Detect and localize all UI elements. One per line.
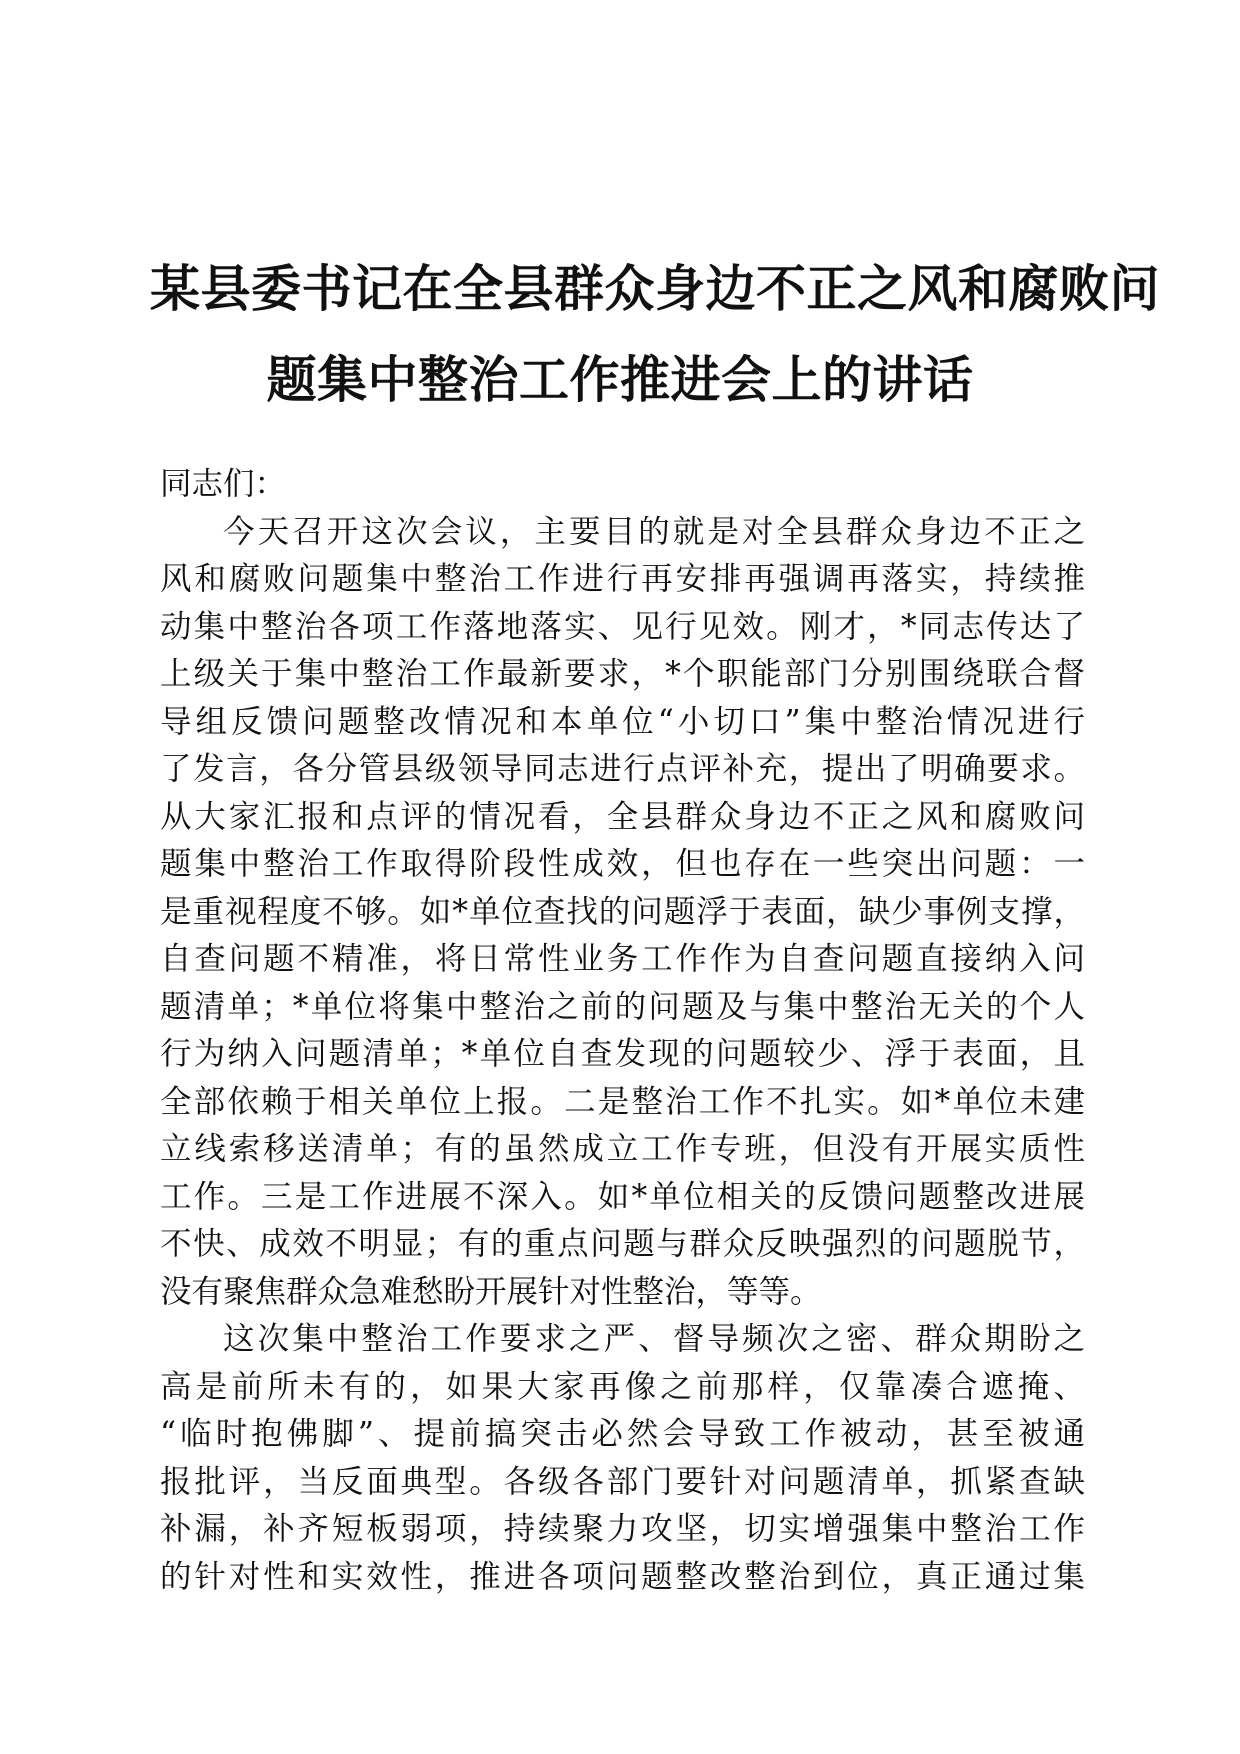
paragraph-line: 行为纳入问题清单；*单位自查发现的问题较少、浮于表面，且 [160, 1036, 1085, 1072]
title-line-1: 某县委书记在全县群众身边不正之风和腐败问 [150, 259, 1160, 318]
paragraph-line: 题清单；*单位将集中整治之前的问题及与集中整治无关的个人 [160, 988, 1085, 1025]
paragraph-line: 高是前所未有的，如果大家再像之前那样，仅靠凑合遮掩、 [160, 1368, 1085, 1405]
paragraph-line: 不快、成效不明显；有的重点问题与群众反映强烈的问题脱节， [160, 1226, 1085, 1262]
salutation: 同志们： [160, 466, 287, 502]
paragraph-line: 的针对性和实效性，推进各项问题整改整治到位，真正通过集 [160, 1558, 1085, 1595]
paragraph-line: 全部依赖于相关单位上报。二是整治工作不扎实。如*单位未建 [160, 1083, 1085, 1120]
document-title [150, 243, 1160, 425]
paragraph-line: 工作。三是工作进展不深入。如*单位相关的反馈问题整改进展 [160, 1178, 1085, 1215]
paragraph-line: 动集中整治各项工作落地落实、见行见效。刚才，*同志传达了 [160, 608, 1085, 645]
paragraph-line: 没有聚焦群众急难愁盼开展针对性整治，等等。 [160, 1273, 822, 1310]
paragraph-line: 是重视程度不够。如*单位查找的问题浮于表面，缺少事例支撑， [160, 893, 1085, 930]
paragraph-line: 这次集中整治工作要求之严、督导频次之密、群众期盼之 [223, 1321, 1085, 1357]
document-body [160, 461, 1085, 1601]
paragraph-line: 风和腐败问题集中整治工作进行再安排再强调再落实，持续推 [160, 561, 1085, 597]
paragraph-line: 从大家汇报和点评的情况看，全县群众身边不正之风和腐败问 [160, 798, 1085, 835]
paragraph-1 [160, 509, 1085, 1317]
paragraph-line: 报批评，当反面典型。各级各部门要针对问题清单，抓紧查缺 [160, 1463, 1085, 1500]
paragraph-line: 上级关于集中整治工作最新要求，*个职能部门分别围绕联合督 [160, 656, 1085, 692]
title-line-2: 题集中整治工作推进会上的讲话 [266, 350, 974, 409]
paragraph-line: “临时抱佛脚”、提前搞突击必然会导致工作被动，甚至被通 [160, 1416, 1085, 1452]
paragraph-line: 补漏，补齐短板弱项，持续聚力攻坚，切实增强集中整治工作 [160, 1511, 1085, 1547]
paragraph-line: 自查问题不精准，将日常性业务工作作为自查问题直接纳入问 [160, 941, 1085, 977]
paragraph-line: 题集中整治工作取得阶段性成效，但也存在一些突出问题：一 [160, 846, 1085, 882]
paragraph-line: 了发言，各分管县级领导同志进行点评补充，提出了明确要求。 [160, 751, 1085, 787]
paragraph-line: 立线索移送清单；有的虽然成立工作专班，但没有开展实质性 [160, 1131, 1085, 1167]
paragraph-line: 导组反馈问题整改情况和本单位“小切口”集中整治情况进行 [160, 703, 1085, 740]
paragraph-line: 今天召开这次会议，主要目的就是对全县群众身边不正之 [223, 513, 1085, 550]
paragraph-2 [160, 1316, 1085, 1601]
